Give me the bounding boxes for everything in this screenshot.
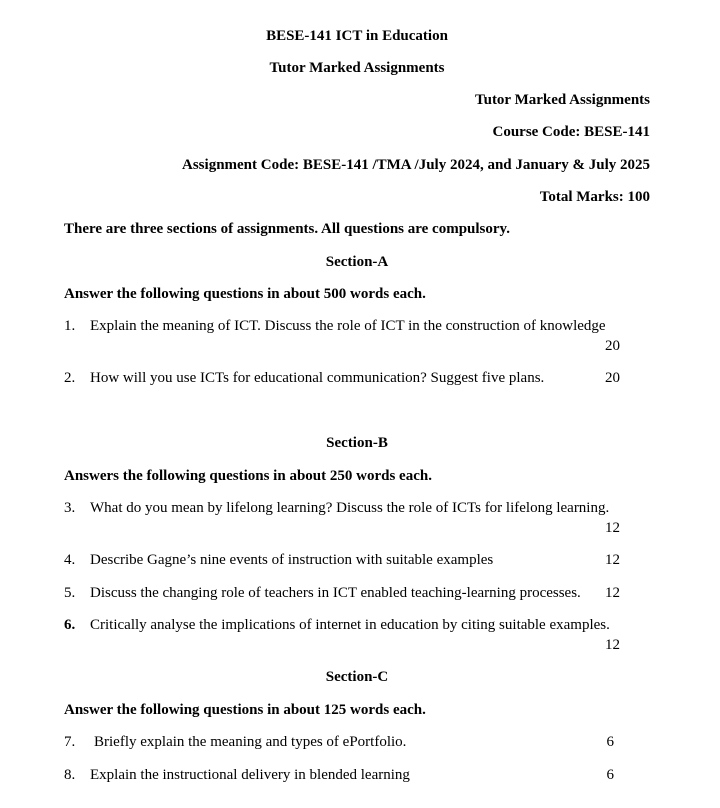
section-c-title: Section-C [325, 669, 389, 685]
course-title: BESE-141 ICT in Education [266, 28, 448, 44]
question-number: 6. [64, 617, 76, 633]
question-marks: 12 [605, 585, 620, 601]
question-number: 3. [64, 500, 76, 516]
question-text: Briefly explain the meaning and types of ePortfolio. [94, 734, 407, 750]
right-title: Tutor Marked Assignments [474, 92, 650, 108]
question-text: What do you mean by lifelong learning? Discuss the role of ICTs for lifelong learning. [90, 500, 610, 516]
section-a-instruction: Answer the following questions in about 500 words each. [64, 286, 426, 302]
question-marks: 12 [605, 520, 620, 536]
document-subtitle: Tutor Marked Assignments [269, 60, 445, 76]
intro-text: There are three sections of assignments. All questions are compulsory. [64, 221, 510, 237]
question-number: 7. [64, 734, 76, 750]
question-number: 1. [64, 318, 76, 334]
question-marks: 6 [606, 767, 614, 783]
course-code: Course Code: BESE-141 [492, 124, 650, 140]
total-marks: Total Marks: 100 [539, 189, 650, 205]
question-marks: 6 [606, 734, 614, 750]
question-number: 8. [64, 767, 76, 783]
question-number: 5. [64, 585, 76, 601]
question-marks: 12 [605, 552, 620, 568]
question-marks: 20 [605, 370, 620, 386]
question-text: Critically analyse the implications of internet in education by citing suitable examples. [90, 617, 610, 633]
assignment-code: Assignment Code: BESE-141 /TMA /July 2024, and January & July 2025 [182, 157, 650, 173]
question-text: Discuss the changing role of teachers in ICT enabled teaching-learning processes. [90, 585, 581, 601]
section-b-title: Section-B [326, 435, 388, 451]
section-c-instruction: Answer the following questions in about 125 words each. [64, 702, 426, 718]
question-text: Explain the instructional delivery in blended learning [90, 767, 410, 783]
question-text: How will you use ICTs for educational communication? Suggest five plans. [90, 370, 545, 386]
question-text: Describe Gagne’s nine events of instruction with suitable examples [90, 552, 494, 568]
question-number: 4. [64, 552, 76, 568]
question-marks: 20 [605, 338, 620, 354]
section-b-instruction: Answers the following questions in about 250 words each. [64, 468, 432, 484]
question-number: 2. [64, 370, 76, 386]
section-a-title: Section-A [325, 254, 389, 270]
question-text: Explain the meaning of ICT. Discuss the role of ICT in the construction of knowledge [90, 318, 606, 334]
question-marks: 12 [605, 637, 620, 653]
